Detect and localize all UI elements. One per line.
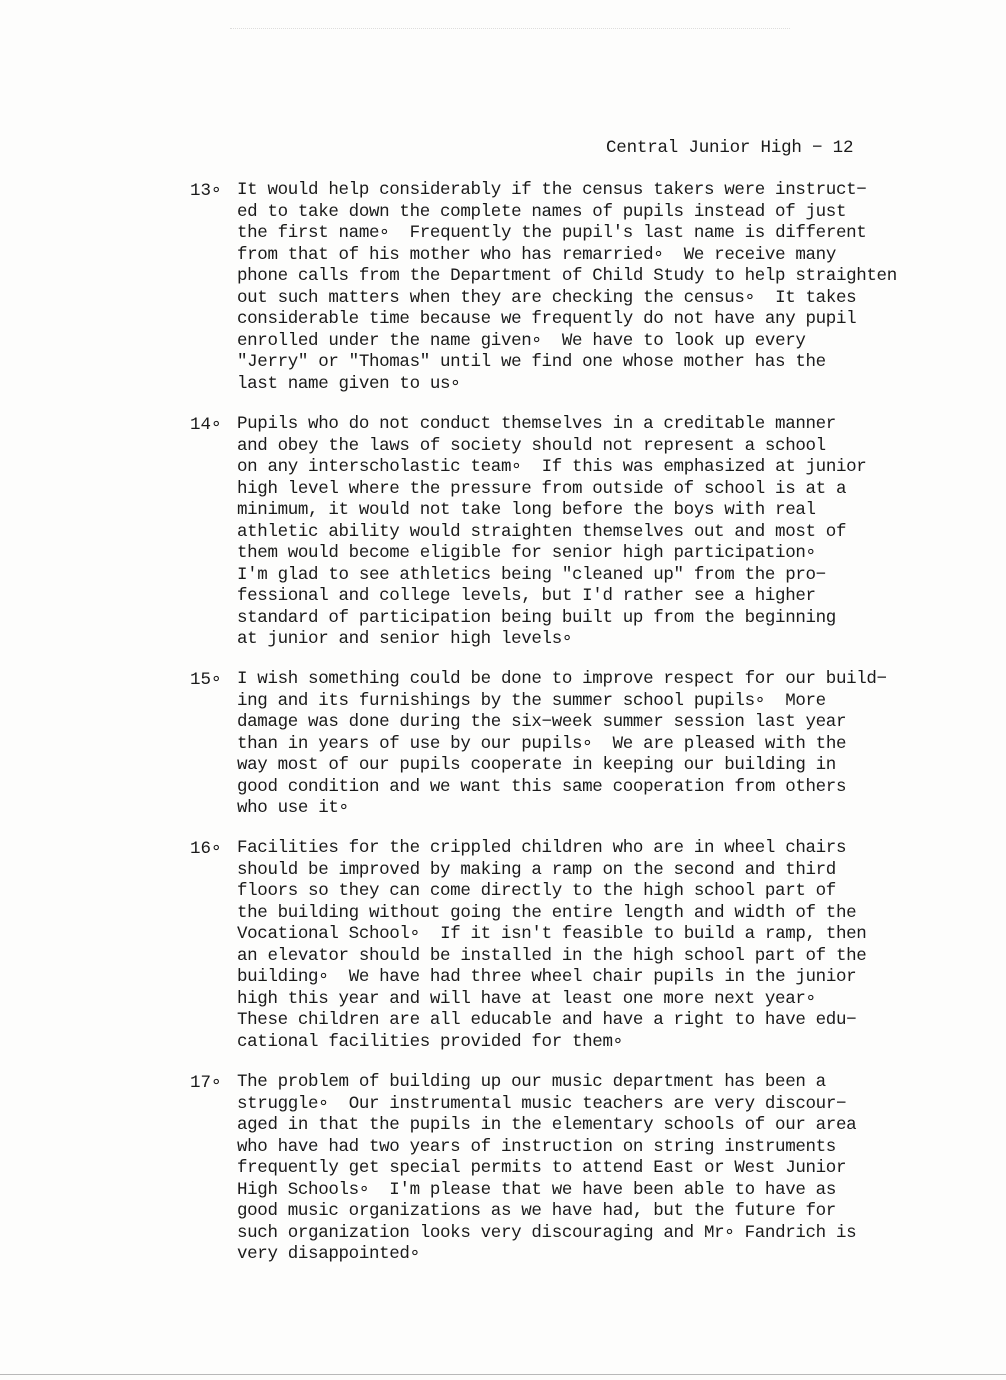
item-line: an elevator should be installed in the high school part of the [237,945,867,966]
item-line: These children are all educable and have a right to have edu− [237,1010,857,1030]
scan-edge-line [0,1374,1006,1375]
item-line: the building without going the entire length and width of the [237,902,857,923]
item-number: 15∘ [190,670,222,690]
item-line: way most of our pupils cooperate in keeping our building in [237,755,836,775]
item-line: frequently get special permits to attend East or West Junior [237,1158,847,1178]
item-line: at junior and senior high levels∘ [237,629,573,649]
item-line: High Schools∘ I'm please that we have been able to have as [237,1179,836,1200]
item-number: 13∘ [190,181,222,201]
item-line: I wish something could be done to improve respect for our build− [237,669,887,689]
item-line: on any interscholastic team∘ If this was emphasized at junior [237,457,867,477]
item-line: such organization looks very discouraging and Mr∘ Fandrich is [237,1222,857,1243]
item-line: very disappointed∘ [237,1244,420,1264]
item-line: aged in that the pupils in the elementary schools of our area [237,1115,857,1135]
item-line: good condition and we want this same cooperation from others [237,776,847,797]
item-line: high level where the pressure from outside of school is at a [237,478,847,499]
item-line: I'm glad to see athletics being "cleaned up" from the pro− [237,564,826,585]
item-line: Vocational School∘ If it isn't feasible to build a ramp, then [237,924,867,944]
item-line: cational facilities provided for them∘ [237,1031,623,1052]
item-line: The problem of building up our music department has been a [237,1072,826,1092]
item-line: enrolled under the name given∘ We have to look up every [237,330,806,351]
item-line: damage was done during the six−week summer session last year [237,712,847,732]
item-line: phone calls from the Department of Child Study to help straighten [237,266,897,286]
item-line: the first name∘ Frequently the pupil's last name is different [237,223,867,243]
page-header: Central Junior High − 12 [606,138,854,158]
item-line: ed to take down the complete names of pupils instead of just [237,201,847,222]
item-line: building∘ We have had three wheel chair pupils in the junior [237,967,857,987]
item-line: and obey the laws of society should not represent a school [237,435,826,456]
item-line: high this year and will have at least one more next year∘ [237,988,816,1009]
item-line: than in years of use by our pupils∘ We are pleased with the [237,733,847,754]
item-line: who have had two years of instruction on string instruments [237,1136,836,1157]
item-line: It would help considerably if the census takers were instruct− [237,180,867,200]
item-line: athletic ability would straighten themselves out and most of [237,521,847,542]
item-line: should be improved by making a ramp on the second and third [237,859,836,880]
item-line: minimum, it would not take long before the boys with real [237,500,816,520]
item-line: "Jerry" or "Thomas" until we find one whose mother has the [237,352,826,372]
item-line: from that of his mother who has remarried∘ We receive many [237,244,836,265]
item-line: struggle∘ Our instrumental music teachers are very discour− [237,1093,847,1114]
item-line: ing and its furnishings by the summer school pupils∘ More [237,690,826,711]
item-number: 16∘ [190,839,222,859]
item-line: standard of participation being built up from the beginning [237,607,836,628]
item-line: good music organizations as we have had, but the future for [237,1201,836,1221]
item-line: considerable time because we frequently do not have any pupil [237,309,857,329]
item-line: fessional and college levels, but I'd rather see a higher [237,586,816,606]
item-line: last name given to us∘ [237,373,461,394]
item-line: who use it∘ [237,798,349,818]
item-line: Facilities for the crippled children who are in wheel chairs [237,838,847,858]
item-number: 17∘ [190,1073,222,1093]
item-line: out such matters when they are checking the census∘ It takes [237,287,857,308]
item-number: 14∘ [190,415,222,435]
item-line: them would become eligible for senior high participation∘ [237,543,816,563]
scan-artifact-top [230,28,790,30]
item-line: Pupils who do not conduct themselves in a creditable manner [237,414,836,434]
item-line: floors so they can come directly to the high school part of [237,881,836,901]
